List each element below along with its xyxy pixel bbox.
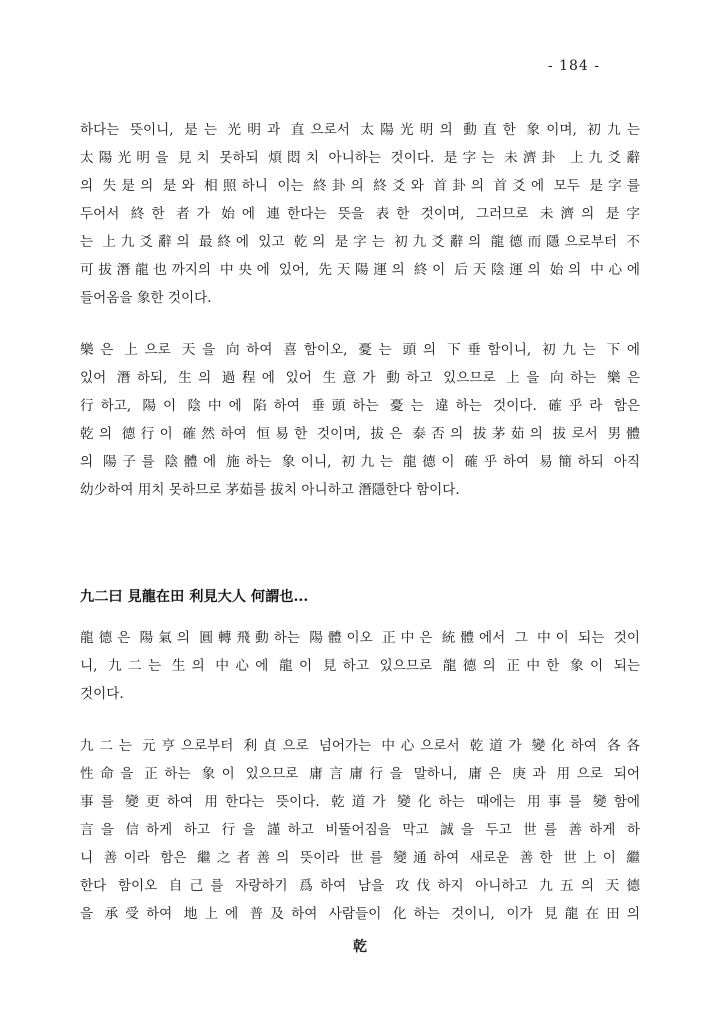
paragraph-1 bbox=[80, 116, 640, 312]
text-line: 龍德은 陽氣의 圓轉飛動하는 陽體이오 正中은 統體에서 그 中이 되는 것이 bbox=[80, 630, 640, 646]
text-line: 幼少하여 用치 못하므로 茅茹를 拔치 아니하고 潛隱한다 함이다. bbox=[80, 482, 460, 498]
text-line: 行하고, 陽이 陰中에 陷하여 垂頭하는 憂는 違하는 것이다. 確乎라 함은 bbox=[80, 398, 640, 414]
text-line: 하다는 뜻이니, 是는 光明과 直으로서 太陽光明의 動直한 象이며, 初九는 bbox=[80, 122, 640, 138]
text-line: 乾의 德行이 確然하여 恒易한 것이며, 拔은 泰否의 拔茅茹의 拔로서 男體 bbox=[80, 426, 640, 442]
text-line: 있어 潛하되, 生의 過程에 있어 生意가 動하고 있으므로 上을 向하는 樂은 bbox=[80, 370, 640, 386]
text-line: 의 陽子를 陰體에 施하는 象이니, 初九는 龍德이 確乎하여 易簡하되 아직 bbox=[80, 454, 640, 470]
text-line: 言을 信하게 하고 行을 謹하고 비뚤어짐을 막고 誠을 두고 世를 善하게 하 bbox=[80, 822, 640, 838]
text-line: 것이다. bbox=[80, 686, 124, 702]
page-number: - 184 - bbox=[547, 58, 600, 74]
text-line: 니, 九二는 生의 中心에 龍이 見하고 있으므로 龍德의 正中한 象이 되는 bbox=[80, 658, 640, 674]
text-line: 는 上九爻辭의 最終에 있고 乾의 是字는 初九爻辭의 龍德而隱으로부터 不 bbox=[80, 234, 640, 250]
text-line: 한다 함이오 自己를 자랑하기 爲하여 남을 攻伐하지 아니하고 九五의 天德 bbox=[80, 878, 640, 894]
section-heading: 九二曰 見龍在田 利見大人 何謂也... bbox=[80, 589, 309, 605]
page-body bbox=[80, 116, 640, 952]
text-line: 니 善이라 함은 繼之者善의 뜻이라 世를 變通하여 새로운 善한 世上이 繼 bbox=[80, 850, 640, 866]
text-line: 의 失是의 是와 相照하니 이는 終卦의 終爻와 首卦의 首爻에 모두 是字를 bbox=[80, 178, 640, 194]
text-line: 을 承受하여 地上에 普及하여 사람들이 化하는 것이니, 이가 見龍在田의 bbox=[80, 906, 640, 922]
text-line: 들어옴을 象한 것이다. bbox=[80, 290, 212, 306]
paragraph-3 bbox=[80, 624, 640, 708]
text-line: 樂은 上으로 天을 向하여 喜함이오, 憂는 頭의 下垂함이니, 初九는 下에 bbox=[80, 342, 640, 358]
text-line: 太陽光明을 見치 못하되 煩悶치 아니하는 것이다. 是字는 未濟卦 上九爻辭 bbox=[80, 150, 640, 166]
text-line: 두어서 終한 者가 始에 連한다는 뜻을 表한 것이며, 그러므로 未濟의 是字 bbox=[80, 206, 640, 222]
text-line: 可拔潛龍也까지의 中央에 있어, 先天陽運의 終이 后天陰運의 始의 中心에 bbox=[80, 262, 640, 278]
text-line: 事를 變更하여 用한다는 뜻이다. 乾道가 變化하는 때에는 用事를 變함에 bbox=[80, 794, 640, 810]
paragraph-2 bbox=[80, 336, 640, 504]
paragraph-4 bbox=[80, 732, 640, 928]
text-line: 性命을 正하는 象이 있으므로 庸言庸行을 말하니, 庸은 庚과 用으로 되어 bbox=[80, 766, 640, 782]
footer-label: 乾 bbox=[353, 939, 367, 955]
text-line: 九二는 元亨으로부터 利貞으로 넘어가는 中心으로서 乾道가 變化하여 各各 bbox=[80, 738, 640, 754]
